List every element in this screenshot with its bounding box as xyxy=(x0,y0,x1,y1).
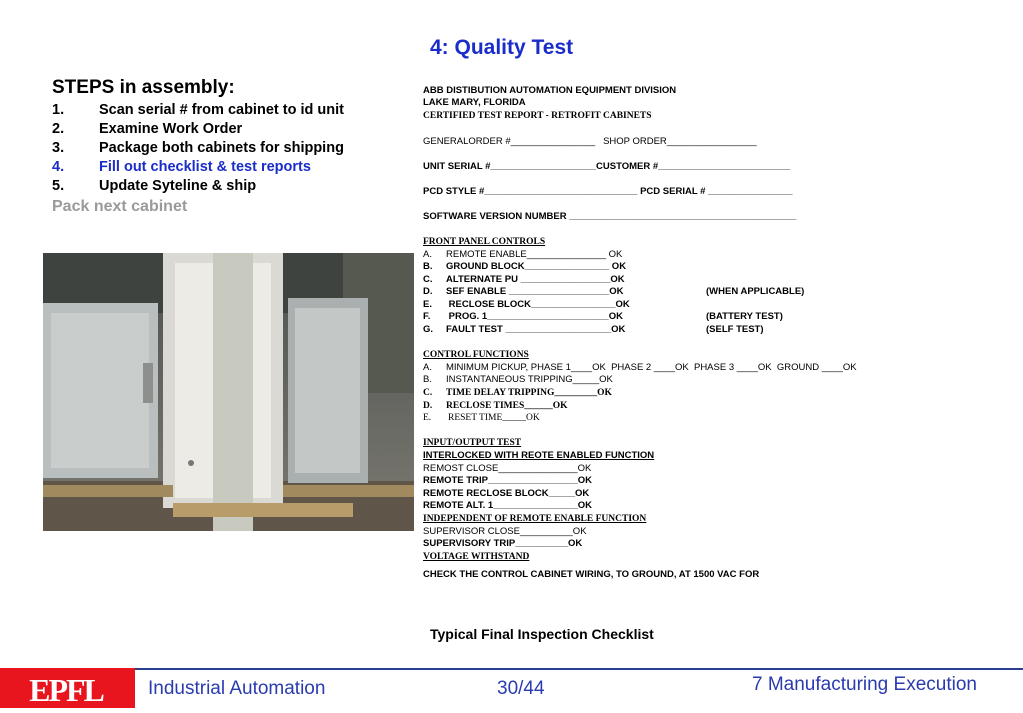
checklist-line: D. RECLOSE TIMES______OK xyxy=(423,401,568,411)
cabinet-right xyxy=(288,298,368,483)
slide-title: 4: Quality Test xyxy=(430,36,574,59)
checklist-line: G. FAULT TEST ____________________OK (SELF TEST) xyxy=(423,324,764,335)
checklist-line: REMOTE ALT. 1________________OK xyxy=(423,500,592,511)
section-heading: VOLTAGE WITHSTAND xyxy=(423,552,530,562)
epfl-logo xyxy=(0,668,135,708)
epfl-logo-text: EPFL xyxy=(29,672,103,708)
checklist-line: PCD STYLE #_____________________________ PCD SERIAL # ________________ xyxy=(423,186,793,197)
footer-divider xyxy=(135,668,1023,670)
step-item: 5. Update Syteline & ship xyxy=(52,178,257,194)
section-heading: INDEPENDENT OF REMOTE ENABLE FUNCTION xyxy=(423,514,647,524)
pack-next-cabinet: Pack next cabinet xyxy=(52,198,188,215)
checklist-line: INTERLOCKED WITH REOTE ENABLED FUNCTION xyxy=(423,450,655,461)
checklist-line: CERTIFIED TEST REPORT - RETROFIT CABINETS xyxy=(423,111,652,121)
checklist-line: UNIT SERIAL #____________________CUSTOMER #_________________________ xyxy=(423,161,791,172)
checklist-line: SUPERVISOR CLOSE__________OK xyxy=(423,526,587,537)
figure-caption: Typical Final Inspection Checklist xyxy=(430,626,654,642)
step-item: 1. Scan serial # from cabinet to id unit xyxy=(52,102,344,118)
cabinet-left xyxy=(43,303,158,478)
checklist-line: A. REMOTE ENABLE_______________ OK xyxy=(423,249,623,260)
checklist-line: E. RESET TIME_____OK xyxy=(423,413,540,423)
checklist-line: SUPERVISORY TRIP__________OK xyxy=(423,538,583,549)
checklist-line: SOFTWARE VERSION NUMBER ___________________________________________ xyxy=(423,211,797,222)
checklist-line: REMOTE TRIP_________________OK xyxy=(423,475,592,486)
checklist-line: C. TIME DELAY TRIPPING_________OK xyxy=(423,388,612,398)
checklist-line: B. GROUND BLOCK________________ OK xyxy=(423,261,627,272)
section-heading: FRONT PANEL CONTROLS xyxy=(423,237,546,247)
checklist-line: CHECK THE CONTROL CABINET WIRING, TO GROUND, AT 1500 VAC FOR xyxy=(423,569,760,580)
step-item-highlighted: 4. Fill out checklist & test reports xyxy=(52,159,311,175)
checklist-line: REMOTE RECLOSE BLOCK_____OK xyxy=(423,488,590,499)
checklist-line: D. SEF ENABLE ___________________OK (WHEN APPLICABLE) xyxy=(423,286,805,297)
checklist-line: REMOST CLOSE_______________OK xyxy=(423,463,592,474)
footer-chapter: 7 Manufacturing Execution xyxy=(752,674,977,695)
checklist-line: A. MINIMUM PICKUP, PHASE 1____OK PHASE 2 ____OK PHASE 3 ____OK GROUND ____OK xyxy=(423,362,857,373)
step-item: 2. Examine Work Order xyxy=(52,121,243,137)
steps-heading: STEPS in assembly: xyxy=(52,77,235,98)
checklist-line: B. INSTANTANEOUS TRIPPING_____OK xyxy=(423,374,613,385)
checklist-line: LAKE MARY, FLORIDA xyxy=(423,97,526,108)
cabinet-photo xyxy=(43,253,414,531)
checklist-line: E. RECLOSE BLOCK________________OK xyxy=(423,299,630,310)
checklist-line: F. PROG. 1_______________________OK (BATTERY TEST) xyxy=(423,311,783,322)
page-number: 30/44 xyxy=(497,678,545,699)
checklist-line: GENERALORDER #________________ SHOP ORDER_________________ xyxy=(423,136,757,147)
checklist-line: ABB DISTIBUTION AUTOMATION EQUIPMENT DIVISION xyxy=(423,85,677,96)
footer-course-title: Industrial Automation xyxy=(148,678,326,699)
step-item: 3. Package both cabinets for shipping xyxy=(52,140,344,156)
checklist-line: C. ALTERNATE PU _________________OK xyxy=(423,274,625,285)
section-heading: INPUT/OUTPUT TEST xyxy=(423,438,522,448)
cabinet-center xyxy=(163,253,283,531)
section-heading: CONTROL FUNCTIONS xyxy=(423,350,529,360)
